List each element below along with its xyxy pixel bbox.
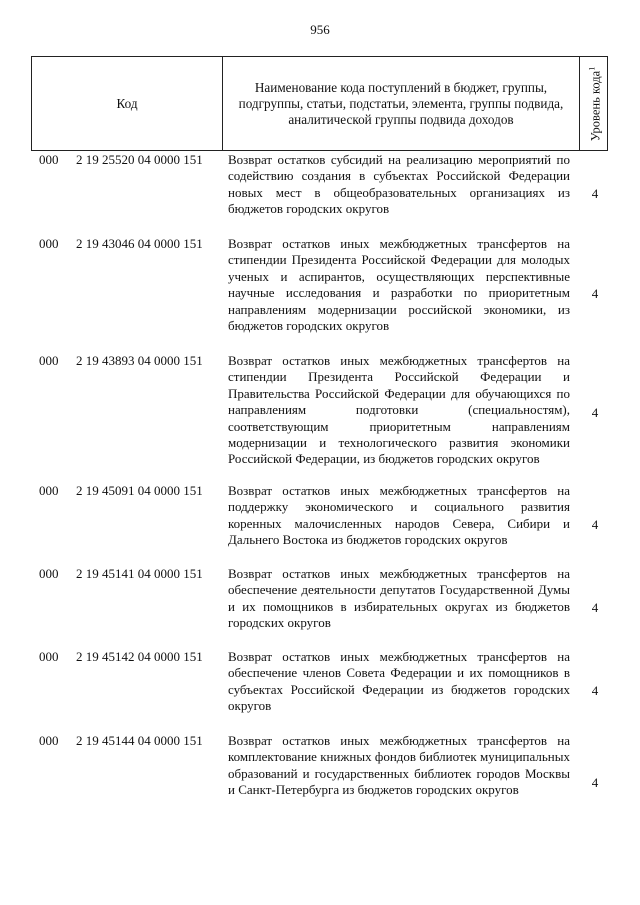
row-text: Возврат остатков иных межбюджетных трансфертов на комплектование книжных фондов библиотек муниципальных образований и государственных библиотек городов Москвы и Санкт-Петербурга из бюджетов городских округов: [228, 733, 570, 798]
row-code: 2 19 45141 04 0000 151: [76, 566, 203, 581]
row-prefix: 000: [39, 483, 59, 498]
row-level: 4: [591, 683, 599, 698]
row-text: Возврат остатков иных межбюджетных трансфертов на стипендии Президента Российской Федерации и Правительства Российской Федерации для обучающихся по направлениям подготовки (специальностям), соответствующим приоритетным направлениям модернизации и технологического развития экономики Российской Федерации, из бюджетов городских округов: [228, 353, 570, 467]
row-level: 4: [591, 600, 599, 615]
header-code: [32, 57, 223, 151]
header-name-label: Наименование кода поступлений в бюджет, группы, подгруппы, статьи, подстатьи, элемента, группы подвида, аналитической группы подвида доходов: [238, 79, 564, 127]
header-level: [580, 57, 608, 151]
row-level: 4: [591, 775, 599, 790]
row-prefix: 000: [39, 649, 59, 664]
row-prefix: 000: [39, 152, 59, 167]
row-code: 2 19 43893 04 0000 151: [76, 353, 203, 368]
row-text: Возврат остатков иных межбюджетных трансфертов на обеспечение деятельности депутатов Государственной Думы и их помощников в избирательных округах из бюджетов городских округов: [228, 566, 570, 631]
row-prefix: 000: [39, 566, 59, 581]
row-text: Возврат остатков иных межбюджетных трансфертов на стипендии Президента Российской Федерации для молодых ученых и аспирантов, осуществляющих перспективные научные исследования и разработки по приоритетным направлениям модернизации российской экономики, из бюджетов городских округов: [228, 236, 570, 334]
table-header: [31, 56, 608, 151]
row-code: 2 19 45144 04 0000 151: [76, 733, 203, 748]
row-text: Возврат остатков иных межбюджетных трансфертов на обеспечение членов Совета Федерации и их помощников в субъектах Российской Федерации из бюджетов городских округов: [228, 649, 570, 714]
row-code: 2 19 45142 04 0000 151: [76, 649, 203, 664]
row-level: 4: [591, 186, 599, 201]
row-text: Возврат остатков субсидий на реализацию мероприятий по содействию создания в субъектах Российской Федерации новых мест в общеобразовательных организациях из бюджетов городских округов: [228, 152, 570, 217]
row-code: 2 19 43046 04 0000 151: [76, 236, 203, 251]
row-prefix: 000: [39, 353, 59, 368]
row-level: 4: [591, 405, 599, 420]
row-code: 2 19 45091 04 0000 151: [76, 483, 203, 498]
row-text: Возврат остатков иных межбюджетных трансфертов на поддержку экономического и социального развития коренных малочисленных народов Севера, Сибири и Дальнего Востока из бюджетов городских округов: [228, 483, 570, 548]
row-prefix: 000: [39, 733, 59, 748]
header-level-rotated: [584, 66, 603, 140]
header-level-label: Уровень кода: [588, 70, 602, 141]
row-prefix: 000: [39, 236, 59, 251]
header-code-label: Код: [116, 95, 138, 111]
header-name: [223, 57, 580, 151]
row-level: 4: [591, 286, 599, 301]
row-code: 2 19 25520 04 0000 151: [76, 152, 203, 167]
row-level: 4: [591, 517, 599, 532]
header-level-footnote: 1: [587, 66, 596, 71]
page-number: 956: [310, 22, 330, 37]
